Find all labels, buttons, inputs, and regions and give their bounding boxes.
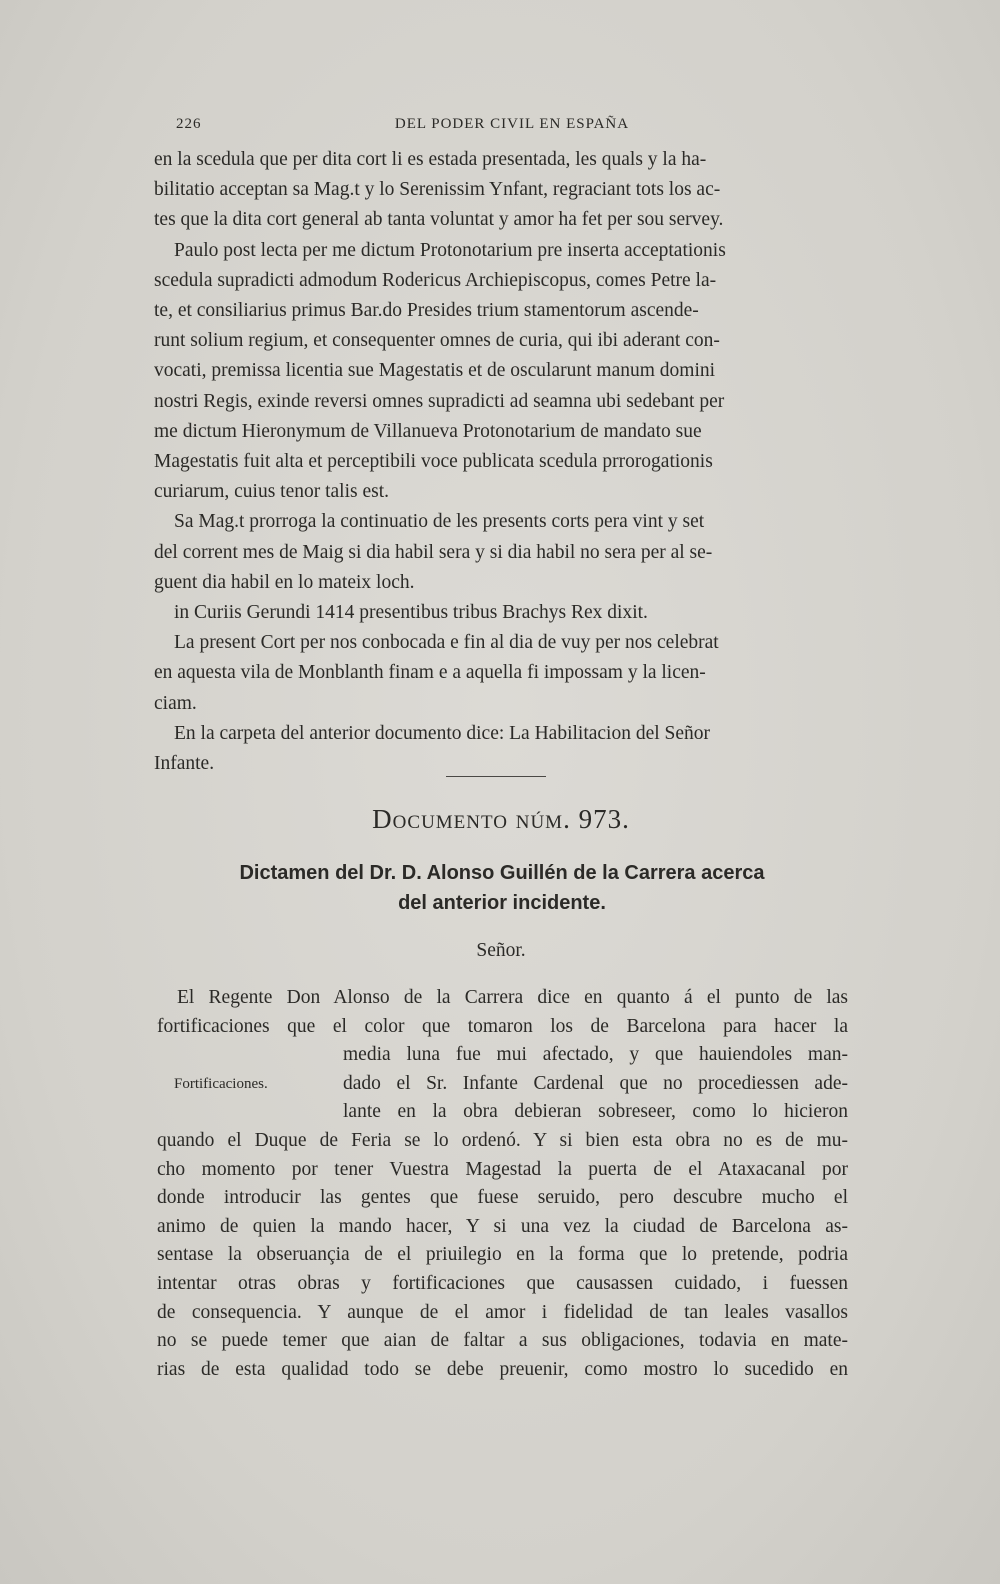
- text-line: me dictum Hieronymum de Villanueva Protonotarium de mandato sue: [154, 420, 702, 442]
- text-line: Magestatis fuit alta et perceptibili voce publicata scedula prrorogationis: [154, 451, 713, 473]
- text-line: en la scedula que per dita cort li es estada presentada, les quals y la ha-: [154, 149, 707, 170]
- document-subtitle: [170, 858, 834, 918]
- text-line: Sa Mag.t prorroga la continuatio de les presents corts pera vint y set: [174, 511, 705, 533]
- text-line: Paulo post lecta per me dictum Protonotarium pre inserta acceptationis: [174, 239, 726, 261]
- text-line: intentar otras obras y fortificaciones que causassen cuidado, i fuessen: [157, 1272, 848, 1294]
- text-line: te, et consiliarius primus Bar.do Presides trium stamentorum ascende-: [154, 300, 699, 322]
- page-header: [176, 116, 848, 136]
- text-line: guent dia habil en lo mateix loch.: [154, 571, 415, 593]
- margin-note: Fortificaciones.: [174, 1076, 268, 1092]
- text-line: sentase la obseruançia de el priuilegio en la forma que lo pretende, podria: [157, 1244, 848, 1266]
- document-title: Documento núm. 973.: [372, 804, 630, 834]
- running-head: DEL PODER CIVIL EN ESPAÑA: [394, 116, 630, 132]
- text-line: ciam.: [154, 692, 197, 714]
- text-line: de consequencia. Y aunque de el amor i fidelidad de tan leales vasallos: [157, 1301, 848, 1323]
- text-line: cho momento por tener Vuestra Magestad la puerta de el Ataxacanal por: [157, 1158, 848, 1180]
- previous-document-text: [154, 145, 848, 779]
- text-line: in Curiis Gerundi 1414 presentibus tribus Brachys Rex dixit.: [174, 602, 648, 624]
- text-line: bilitatio acceptan sa Mag.t y lo Serenissim Ynfant, regraciant tots los ac-: [154, 179, 721, 201]
- text-line: donde introducir las gentes que fuese seruido, pero descubre mucho el: [157, 1187, 848, 1209]
- text-line: del corrent mes de Maig si dia habil sera y si dia habil no sera per al se-: [154, 541, 713, 563]
- text-line: scedula supradicti admodum Rodericus Archiepiscopus, comes Petre la-: [154, 269, 717, 291]
- text-line: en aquesta vila de Monblanth finam e a aquella fi impossam y la licen-: [154, 662, 706, 684]
- text-line: dado el Sr. Infante Cardenal que no procediessen ade-: [343, 1072, 848, 1094]
- document-body-text: [157, 984, 848, 1384]
- text-line: runt solium regium, et consequenter omnes de curia, qui ibi aderant con-: [154, 330, 720, 352]
- text-line: La present Cort per nos conbocada e fin al dia de vuy per nos celebrat: [174, 632, 719, 654]
- subtitle-line: Dictamen del Dr. D. Alonso Guillén de la Carrera acerca: [239, 862, 765, 884]
- text-line: nostri Regis, exinde reversi omnes supradicti ad seamna ubi sedebant per: [154, 390, 725, 412]
- text-line: animo de quien la mando hacer, Y si una vez la ciudad de Barcelona as-: [157, 1215, 848, 1237]
- text-line: curiarum, cuius tenor talis est.: [154, 481, 390, 503]
- salutation: Señor.: [476, 940, 526, 961]
- text-line: media luna fue mui afectado, y que hauiendoles man-: [343, 1044, 848, 1066]
- text-line: no se puede temer que aian de faltar a sus obligaciones, todavia en mate-: [157, 1330, 848, 1352]
- text-line: En la carpeta del anterior documento dice: La Habilitacion del Señor: [174, 722, 711, 744]
- page-number: 226: [176, 116, 202, 132]
- text-line: El Regente Don Alonso de la Carrera dice en quanto á el punto de las: [177, 987, 848, 1008]
- text-line: tes que la dita cort general ab tanta voluntat y amor ha fet per sou servey.: [154, 209, 724, 231]
- subtitle-line: del anterior incidente.: [398, 892, 606, 914]
- text-line: rias de esta qualidad todo se debe preuenir, como mostro lo sucedido en: [157, 1358, 848, 1380]
- text-line: vocati, premissa licentia sue Magestatis et de oscularunt manum domini: [154, 360, 716, 382]
- section-divider: [446, 776, 546, 777]
- text-line: quando el Duque de Feria se lo ordenó. Y si bien esta obra no es de mu-: [157, 1129, 848, 1151]
- text-line: Infante.: [154, 753, 215, 775]
- text-line: fortificaciones que el color que tomaron los de Barcelona para hacer la: [157, 1015, 848, 1037]
- text-line: lante en la obra debieran sobreseer, como lo hicieron: [343, 1101, 848, 1123]
